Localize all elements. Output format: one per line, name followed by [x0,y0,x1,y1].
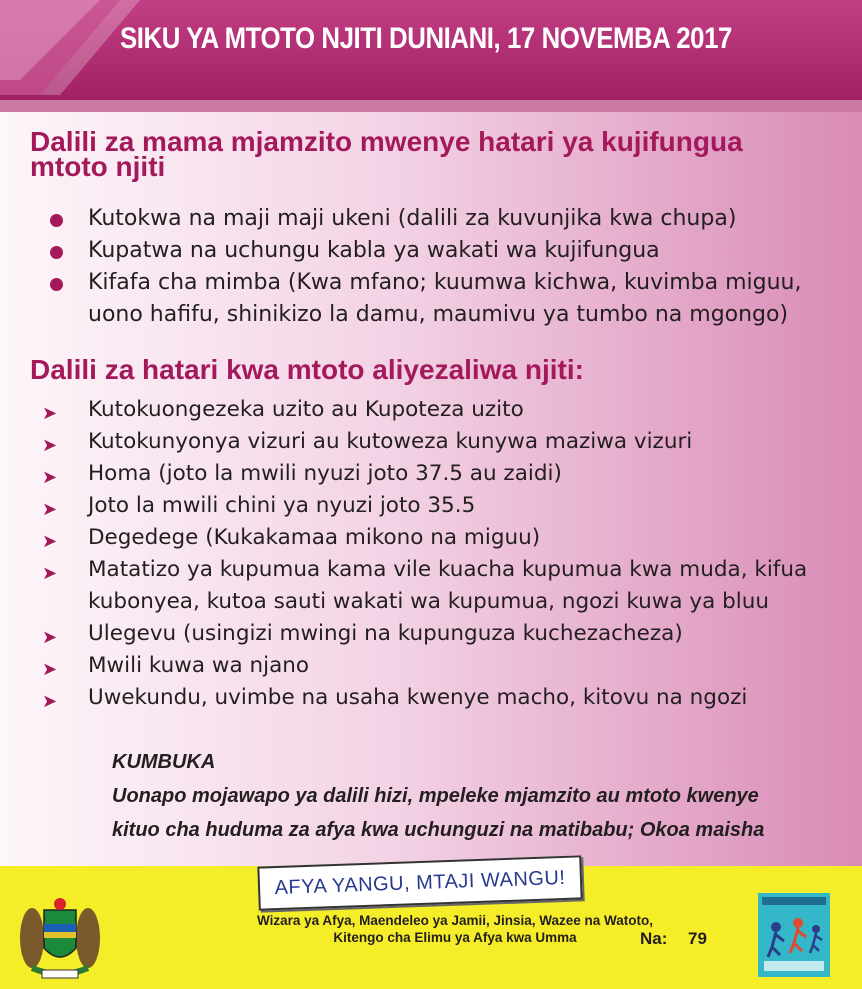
list-item [42,618,822,650]
list-item [42,426,822,458]
section2-title: Dalili za hatari kwa mtoto aliyezaliwa njiti: [30,354,584,385]
list-item-text: Joto la mwili chini ya nyuzi joto 35.5 [88,493,476,518]
coat-of-arms-icon [14,888,106,984]
list-item [42,267,823,331]
list-item-text: Kutokwa na maji maji ukeni (dalili za kuvunjika kwa chupa) [88,206,737,231]
page-title: SIKU YA MTOTO NJITI DUNIANI, 17 NOVEMBA 2017 [120,22,732,55]
list-item-text: Kifafa cha mimba (Kwa mfano; kuumwa kichwa, kuvimba miguu, uono hafifu, shinikizo la damu, maumivu ya tumbo na mgongo) [88,270,802,327]
list-item [42,522,822,554]
arrow-bullet-icon: ➤ [42,403,58,424]
list-item-text: Kutokuongezeka uzito au Kupoteza uzito [88,397,524,422]
list-item-text: Ulegevu (usingizi mwingi na kupunguza kuchezacheza) [88,621,683,646]
list-item [42,650,822,682]
list-item-text: Homa (joto la mwili nyuzi joto 37.5 au zaidi) [88,461,562,486]
list-item [42,490,822,522]
ministry-line2: Kitengo cha Elimu ya Afya kwa Umma [333,930,577,945]
arrow-bullet-icon: ➤ [42,659,58,680]
arrow-bullet-icon: ➤ [42,627,58,648]
list-item-text: Kupatwa na uchungu kabla ya wakati wa kujifungua [88,238,660,263]
list-item [42,235,822,267]
reminder-line2: kituo cha huduma za afya kwa uchunguzi na matibabu; Okoa maisha [112,819,765,841]
reminder-line1: Uonapo mojawapo ya dalili hizi, mpeleke mjamzito au mtoto kwenye [112,785,759,807]
list-item-text: Kutokunyonya vizuri au kutoweza kunywa maziwa vizuri [88,429,693,454]
list-item [42,394,822,426]
list-item [42,682,822,714]
list-item-text: Degedege (Kukakamaa mikono na miguu) [88,525,541,550]
list-item [42,554,822,618]
ministry-line1: Wizara ya Afya, Maendeleo ya Jamii, Jinsia, Wazee na Watoto, [256,913,653,928]
section1-title-line2: mtoto njiti [30,151,166,182]
dot-bullet-icon [50,246,63,259]
mother-signs-list [42,203,822,331]
arrow-bullet-icon: ➤ [42,467,58,488]
reminder-block [112,745,832,847]
arrow-bullet-icon: ➤ [42,435,58,456]
arrow-bullet-icon: ➤ [42,691,58,712]
arrow-bullet-icon: ➤ [42,499,58,520]
number-label: Na: [640,929,668,948]
list-item [42,203,822,235]
reminder-heading: KUMBUKA [112,751,216,773]
slogan-text: AFYA YANGU, MTAJI WANGU! [274,866,566,899]
dot-bullet-icon [50,214,63,227]
ministry-credit [220,912,690,946]
section1-title-line1: Dalili za mama mjamzito mwenye hatari ya kujifungua [30,126,743,157]
arrow-bullet-icon: ➤ [42,563,58,584]
arrow-bullet-icon: ➤ [42,531,58,552]
baby-signs-list [42,394,822,714]
list-item-text: Uwekundu, uvimbe na usaha kwenye macho, kitovu na ngozi [88,685,748,710]
list-item-text: Matatizo ya kupumua kama vile kuacha kupumua kwa muda, kifua kubonyea, kutoa sauti wakati wa kupumua, ngozi kuwa ya bluu [88,557,808,614]
list-item [42,458,822,490]
list-item-text: Mwili kuwa wa njano [88,653,310,678]
number-value: 79 [688,929,707,948]
dot-bullet-icon [50,278,63,291]
campaign-poster-icon [758,893,830,977]
